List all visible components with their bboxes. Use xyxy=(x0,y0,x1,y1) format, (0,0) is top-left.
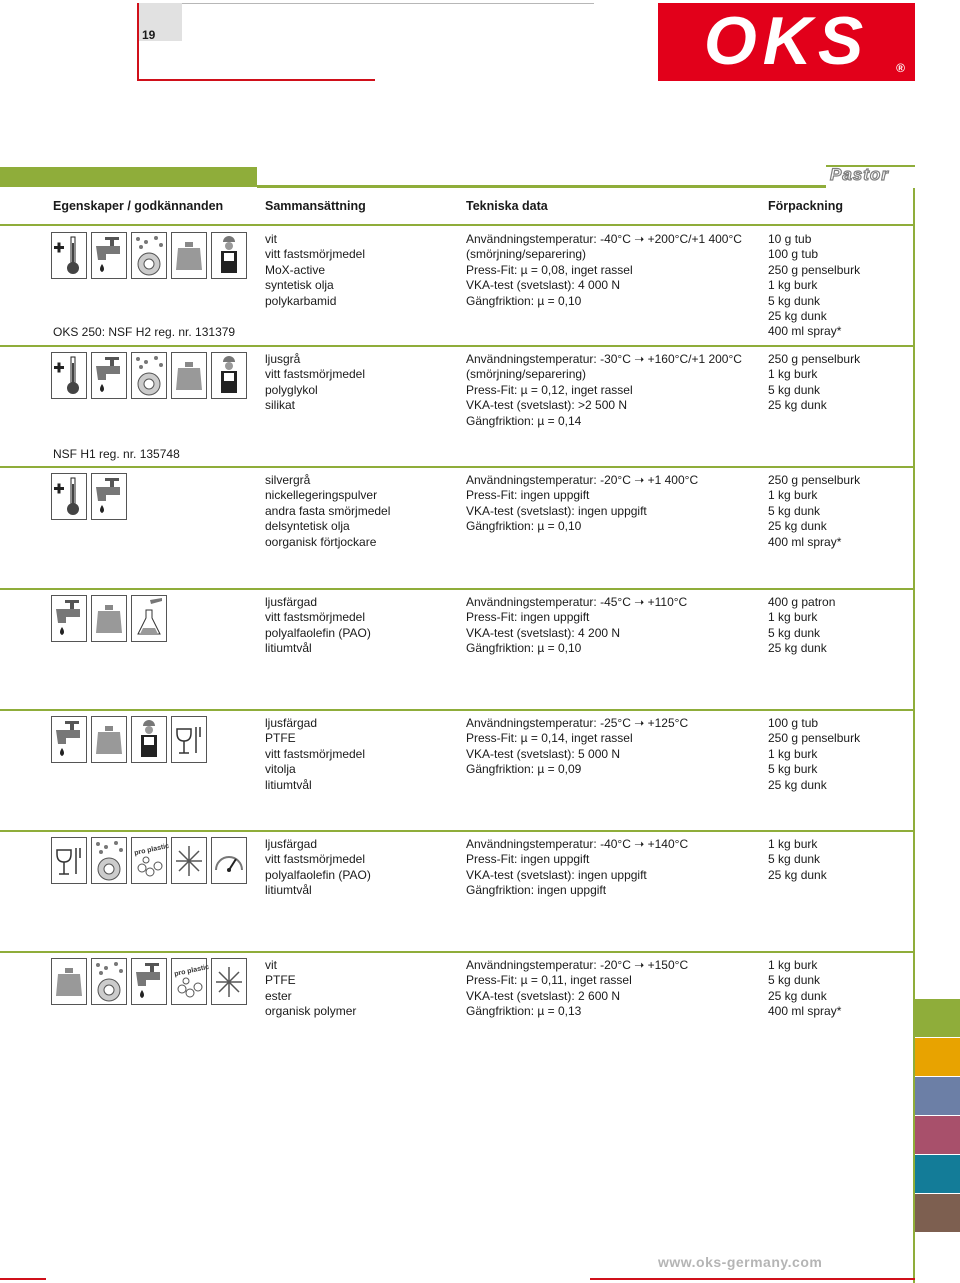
technical-data-line: Gängfriktion: µ = 0,14 xyxy=(466,413,582,428)
row-separator xyxy=(0,951,913,953)
composition-list-line: silikat xyxy=(265,398,296,413)
faucet-icon xyxy=(131,958,167,1005)
composition-list-line: vit xyxy=(265,958,277,972)
property-icons xyxy=(51,716,207,763)
composition-list-line: vitolja xyxy=(265,762,296,777)
composition-list-line: organisk polymer xyxy=(265,1004,357,1019)
technical-data-line: Gängfriktion: µ = 0,10 xyxy=(466,641,582,656)
technical-data-line: VKA-test (svetslast): >2 500 N xyxy=(466,398,628,413)
composition-list-line: silvergrå xyxy=(265,473,311,487)
composition-list-line: vitt fastsmörjmedel xyxy=(265,610,366,625)
composition-list xyxy=(265,232,365,309)
weight-icon xyxy=(91,716,127,763)
technical-data-line: Gängfriktion: µ = 0,10 xyxy=(466,519,582,534)
technical-data-line: (smörjning/separering) xyxy=(466,367,587,382)
food-icon xyxy=(171,716,207,763)
packaging-list-line: 1 kg burk xyxy=(768,958,818,972)
property-icons xyxy=(51,958,247,1005)
packaging-list-line: 25 kg dunk xyxy=(768,398,827,413)
header-composition: Sammansättning xyxy=(265,199,366,213)
rain-bearing-icon xyxy=(131,232,167,279)
packaging-list-line: 1 kg burk xyxy=(768,488,818,503)
composition-list-line: PTFE xyxy=(265,731,296,746)
faucet-icon xyxy=(91,473,127,520)
composition-list xyxy=(265,595,371,657)
packaging-list-line: 5 kg burk xyxy=(768,762,818,777)
composition-list-line: polyalfaolefin (PAO) xyxy=(265,867,371,882)
grey-divider xyxy=(182,3,594,4)
composition-list-line: litiumtvål xyxy=(265,777,312,792)
snowflake-icon xyxy=(171,837,207,884)
composition-list xyxy=(265,352,365,414)
category-title: Pastor xyxy=(830,165,889,184)
red-frame-line xyxy=(137,3,139,81)
property-icons xyxy=(51,595,167,642)
packaging-list xyxy=(768,473,860,550)
packaging-list-line: 5 kg dunk xyxy=(768,973,821,988)
packaging-list-line: 1 kg burk xyxy=(768,610,818,625)
row-separator xyxy=(0,345,913,347)
faucet-icon xyxy=(51,716,87,763)
pro-plastic-icon xyxy=(171,958,210,1005)
weight-icon xyxy=(91,595,127,642)
property-icons xyxy=(51,837,247,884)
packaging-list xyxy=(768,595,835,657)
header-properties: Egenskaper / godkännanden xyxy=(53,199,224,213)
packaging-list-line: 25 kg dunk xyxy=(768,309,827,324)
technical-data-line: Press-Fit: µ = 0,14, inget rassel xyxy=(466,731,633,746)
packaging-list-line: 400 ml spray* xyxy=(768,1004,842,1019)
thermometer-icon xyxy=(51,352,87,399)
technical-data-line: VKA-test (svetslast): 5 000 N xyxy=(466,746,621,761)
composition-list-line: polykarbamid xyxy=(265,293,337,308)
composition-list xyxy=(265,837,371,899)
technical-data-line: Användningstemperatur: -30°C ➝ +160°C/+1 200°C xyxy=(466,352,742,366)
composition-list-line: ljusfärgad xyxy=(265,837,318,851)
section-tab[interactable] xyxy=(915,1038,960,1076)
technical-data xyxy=(466,837,688,899)
rain-bearing-icon xyxy=(91,958,127,1005)
technical-data-line: Press-Fit: µ = 0,12, inget rassel xyxy=(466,382,633,397)
packaging-list-line: 25 kg dunk xyxy=(768,641,827,656)
section-tab[interactable] xyxy=(915,1116,960,1154)
faucet-icon xyxy=(51,595,87,642)
composition-list-line: vitt fastsmörjmedel xyxy=(265,852,366,867)
composition-list-line: PTFE xyxy=(265,973,296,988)
technical-data-line: (smörjning/separering) xyxy=(466,247,587,262)
packaging-list-line: 1 kg burk xyxy=(768,367,818,382)
technical-data xyxy=(466,958,688,1020)
composition-list-line: polyalfaolefin (PAO) xyxy=(265,625,371,640)
green-rule xyxy=(257,185,915,188)
oks-logo xyxy=(658,3,915,81)
snowflake-icon xyxy=(211,958,247,1005)
weight-icon xyxy=(51,958,87,1005)
technical-data-line: Gängfriktion: µ = 0,13 xyxy=(466,1004,582,1019)
composition-list-line: MoX-active xyxy=(265,262,326,277)
section-tab[interactable] xyxy=(915,1077,960,1115)
composition-list-line: ljusgrå xyxy=(265,352,301,366)
pro-plastic-icon xyxy=(131,837,170,884)
gauge-icon xyxy=(211,837,247,884)
technical-data-line: VKA-test (svetslast): 2 600 N xyxy=(466,988,621,1003)
red-footer-line xyxy=(0,1278,46,1280)
faucet-icon xyxy=(91,232,127,279)
composition-list-line: syntetisk olja xyxy=(265,278,334,293)
technical-data-line: Användningstemperatur: -45°C ➝ +110°C xyxy=(466,595,688,609)
packaging-list-line: 25 kg dunk xyxy=(768,988,827,1003)
technical-data-line: Användningstemperatur: -25°C ➝ +125°C xyxy=(466,716,689,730)
composition-list-line: polyglykol xyxy=(265,382,318,397)
section-tab[interactable] xyxy=(915,1194,960,1232)
row-separator xyxy=(0,709,913,711)
svg-text:pro plastic: pro plastic xyxy=(133,842,170,858)
green-band xyxy=(0,167,257,187)
packaging-list-line: 5 kg dunk xyxy=(768,382,821,397)
technical-data-line: Användningstemperatur: -20°C ➝ +150°C xyxy=(466,958,689,972)
packaging-list-line: 100 g tub xyxy=(768,247,819,262)
header-technical: Tekniska data xyxy=(466,199,548,213)
logo-text: OKS xyxy=(703,3,870,79)
technical-data-line: VKA-test (svetslast): 4 200 N xyxy=(466,625,621,640)
technical-data xyxy=(466,595,687,657)
composition-list-line: nickellegeringspulver xyxy=(265,488,378,503)
approval-label: OKS 250: NSF H2 reg. nr. 131379 xyxy=(53,325,236,339)
technical-data-line: Press-Fit: µ = 0,08, inget rassel xyxy=(466,262,633,277)
registered-mark: ® xyxy=(896,61,905,75)
packaging-list-line: 400 ml spray* xyxy=(768,534,842,549)
section-tab[interactable] xyxy=(915,1155,960,1193)
composition-list xyxy=(265,473,390,550)
packaging-list-line: 5 kg dunk xyxy=(768,625,821,640)
svg-text:pro plastic: pro plastic xyxy=(173,963,210,979)
packaging-list-line: 25 kg dunk xyxy=(768,777,827,792)
packaging-list-line: 5 kg dunk xyxy=(768,852,821,867)
row-separator xyxy=(0,224,913,226)
packaging-list xyxy=(768,716,860,793)
technical-data-line: Användningstemperatur: -40°C ➝ +200°C/+1 400°C xyxy=(466,232,742,246)
technical-data-line: VKA-test (svetslast): ingen uppgift xyxy=(466,867,647,882)
thermometer-icon xyxy=(51,232,87,279)
approval-label: NSF H1 reg. nr. 135748 xyxy=(53,447,180,461)
technical-data-line: Press-Fit: ingen uppgift xyxy=(466,852,590,867)
thermometer-icon xyxy=(51,473,87,520)
header-packaging: Förpackning xyxy=(768,199,844,213)
packaging-list-line: 100 g tub xyxy=(768,716,819,730)
worker-icon xyxy=(131,716,167,763)
composition-list-line: ljusfärgad xyxy=(265,716,318,730)
rain-bearing-icon xyxy=(91,837,127,884)
technical-data-line: Gängfriktion: µ = 0,10 xyxy=(466,293,582,308)
faucet-icon xyxy=(91,352,127,399)
flask-icon xyxy=(131,595,167,642)
packaging-list-line: 400 g patron xyxy=(768,595,836,609)
worker-icon xyxy=(211,232,247,279)
technical-data-line: Användningstemperatur: -20°C ➝ +1 400°C xyxy=(466,473,699,487)
composition-list-line: delsyntetisk olja xyxy=(265,519,350,534)
composition-list-line: vitt fastsmörjmedel xyxy=(265,746,366,761)
packaging-list-line: 5 kg dunk xyxy=(768,293,821,308)
packaging-list xyxy=(768,958,841,1020)
packaging-list-line: 10 g tub xyxy=(768,232,812,246)
red-footer-line xyxy=(590,1278,915,1280)
technical-data-line: Press-Fit: µ = 0,11, inget rassel xyxy=(466,973,632,988)
packaging-list-line: 250 g penselburk xyxy=(768,473,861,487)
composition-list xyxy=(265,958,356,1020)
composition-list-line: ljusfärgad xyxy=(265,595,318,609)
row-separator xyxy=(0,588,913,590)
row-separator xyxy=(0,466,913,468)
composition-list-line: vitt fastsmörjmedel xyxy=(265,367,366,382)
technical-data-line: VKA-test (svetslast): 4 000 N xyxy=(466,278,621,293)
packaging-list-line: 250 g penselburk xyxy=(768,731,861,746)
website-url[interactable]: www.oks-germany.com xyxy=(658,1254,823,1270)
technical-data-line: Gängfriktion: µ = 0,09 xyxy=(466,762,582,777)
composition-list-line: litiumtvål xyxy=(265,883,312,898)
technical-data xyxy=(466,352,742,429)
packaging-list-line: 25 kg dunk xyxy=(768,519,827,534)
composition-list-line: oorganisk förtjockare xyxy=(265,534,377,549)
technical-data-line: Press-Fit: ingen uppgift xyxy=(466,488,590,503)
composition-list-line: andra fasta smörjmedel xyxy=(265,503,391,518)
composition-list-line: vitt fastsmörjmedel xyxy=(265,247,366,262)
technical-data xyxy=(466,716,688,778)
property-icons xyxy=(51,473,127,520)
packaging-list-line: 250 g penselburk xyxy=(768,352,861,366)
property-icons xyxy=(51,352,247,399)
property-icons xyxy=(51,232,247,279)
row-separator xyxy=(0,830,913,832)
packaging-list xyxy=(768,352,860,414)
composition-list-line: ester xyxy=(265,988,292,1003)
packaging-list-line: 25 kg dunk xyxy=(768,867,827,882)
packaging-list xyxy=(768,837,827,883)
technical-data xyxy=(466,473,698,535)
technical-data-line: VKA-test (svetslast): ingen uppgift xyxy=(466,503,647,518)
food-icon xyxy=(51,837,87,884)
packaging-list-line: 1 kg burk xyxy=(768,278,818,293)
technical-data-line: Press-Fit: ingen uppgift xyxy=(466,610,590,625)
composition-list-line: vit xyxy=(265,232,277,246)
weight-icon xyxy=(171,352,207,399)
weight-icon xyxy=(171,232,207,279)
packaging-list xyxy=(768,232,860,340)
red-frame-line xyxy=(137,79,375,81)
rain-bearing-icon xyxy=(131,352,167,399)
packaging-list-line: 1 kg burk xyxy=(768,837,818,851)
packaging-list-line: 5 kg dunk xyxy=(768,503,821,518)
page-number: 19 xyxy=(142,28,156,42)
worker-icon xyxy=(211,352,247,399)
section-tab[interactable] xyxy=(915,999,960,1037)
composition-list-line: litiumtvål xyxy=(265,641,312,656)
packaging-list-line: 1 kg burk xyxy=(768,746,818,761)
technical-data xyxy=(466,232,742,309)
composition-list xyxy=(265,716,365,793)
technical-data-line: Gängfriktion: ingen uppgift xyxy=(466,883,607,898)
technical-data-line: Användningstemperatur: -40°C ➝ +140°C xyxy=(466,837,689,851)
packaging-list-line: 250 g penselburk xyxy=(768,262,861,277)
packaging-list-line: 400 ml spray* xyxy=(768,324,842,339)
